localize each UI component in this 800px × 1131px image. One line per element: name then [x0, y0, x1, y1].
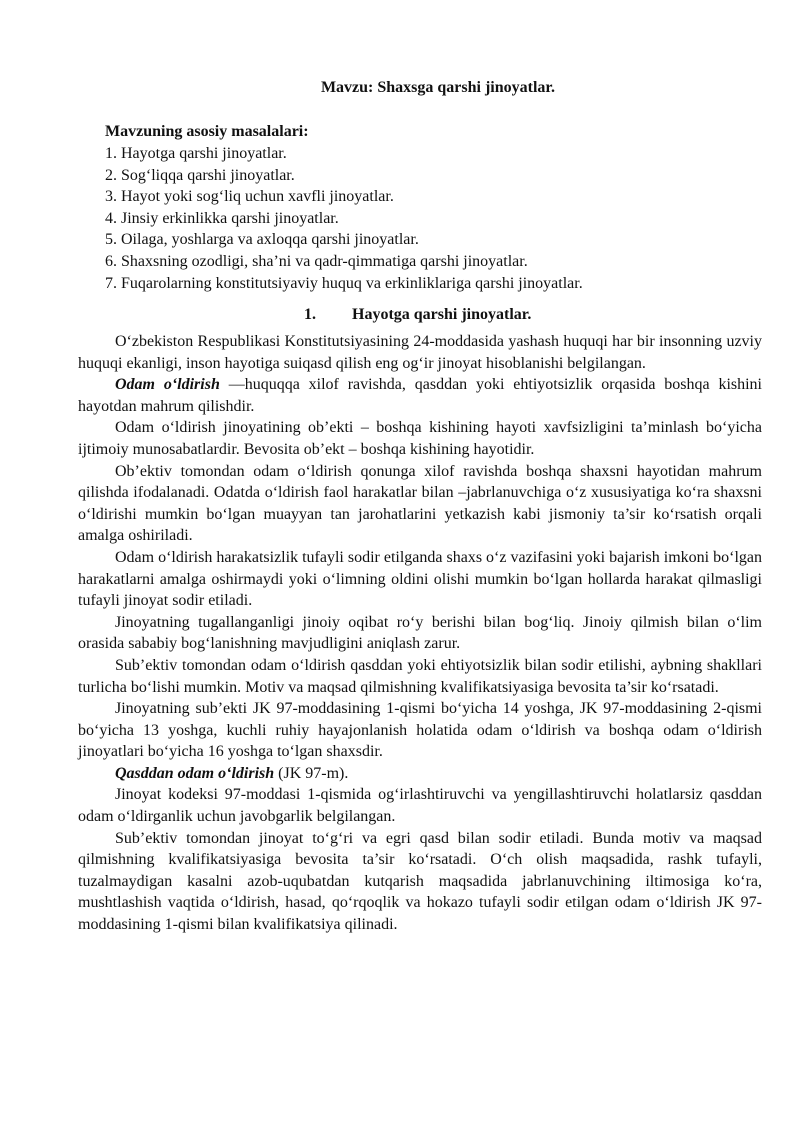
issues-list-item: 6. Shaxsning ozodligi, sha’ni va qadr-qimmatiga qarshi jinoyatlar. — [105, 252, 528, 270]
paragraph — [78, 374, 762, 417]
paragraph — [78, 763, 762, 785]
paragraph: Jinoyatning tugallanganligi jinoiy oqibat ro‘y berishi bilan bog‘liq. Jinoiy qilmish bilan o‘lim orasida sababiy bog‘lanishning mavjudligini aniqlash zarur. — [78, 613, 762, 653]
term-highlight: Qasddan odam o‘ldirish — [115, 764, 275, 782]
section-heading — [304, 304, 531, 325]
section-title: Hayotga qarshi jinoyatlar. — [352, 306, 532, 323]
issues-list-item: 7. Fuqarolarning konstitutsiyaviy huquq va erkinliklariga qarshi jinoyatlar. — [105, 274, 583, 292]
section-number: 1. — [304, 306, 316, 323]
paragraph: Odam o‘ldirish harakatsizlik tufayli sodir etilganda shaxs o‘z vazifasini yoki bajarish imkoni bo‘lgan harakatlarni amalga oshirmaydi yoki o‘limning oldini olishi mumkin bo‘lgan hollarda harakat qilmasligi tufayli jinoyat sodir etiladi. — [78, 548, 762, 610]
paragraph: Jinoyat kodeksi 97-moddasi 1-qismida og‘irlashtiruvchi va yengillashtiruvchi holatlarsiz qasddan odam o‘ldirganlik uchun javobgarlik belgilangan. — [78, 786, 762, 826]
paragraph: Odam o‘ldirish jinoyatining ob’ekti – boshqa kishining hayoti xavfsizligini ta’minlash bo‘yicha ijtimoiy munosabatlardir. Bevosita ob’ekt – boshqa kishining hayotidir. — [78, 419, 762, 458]
paragraph: O‘zbekiston Respublikasi Konstitutsiyasining 24-moddasida yashash huquqi har bir insonning uzviy huquqi ekanligi, inson hayotiga suiqasd qilish eng og‘ir jinoyat hisoblanishi belgilangan. — [78, 333, 762, 372]
issues-heading: Mavzuning asosiy masalalari: — [105, 123, 309, 140]
issues-list-item: 1. Hayotga qarshi jinoyatlar. — [105, 145, 287, 162]
document-title: Mavzu: Shaxsga qarshi jinoyatlar. — [320, 79, 556, 96]
issues-list — [105, 143, 583, 294]
issues-list-item: 3. Hayot yoki sog‘liq uchun xavfli jinoyatlar. — [105, 188, 394, 206]
term-highlight: Odam o‘ldirish — [115, 376, 220, 394]
paragraph-text: (JK 97-m). — [274, 764, 349, 782]
issues-list-item: 2. Sog‘liqqa qarshi jinoyatlar. — [105, 166, 295, 184]
paragraph: Sub’ektiv tomondan jinoyat to‘g‘ri va egri qasd bilan sodir etiladi. Bunda motiv va maqsad qilmishning kvalifikatsiyasiga bevosita ta’sir ko‘rsatadi. O‘ch olish maqsadida, rashk tufayli, tuzalmaydigan kasalni azob-uqubatdan kutqarish maqsadida jabrlanuvchining iltimosiga ko‘ra, mushtlashish vaqtida o‘ldirish, hasad, qo‘rqoqlik va hokazo tufayli sodir etilgan odam o‘ldirish JK 97-moddasining 1-qismi bilan kvalifikatsiya qilinadi. — [78, 829, 762, 934]
issues-list-item: 5. Oilaga, yoshlarga va axloqqa qarshi jinoyatlar. — [105, 231, 419, 249]
body-text — [78, 331, 762, 936]
paragraph: Jinoyatning sub’ekti JK 97-moddasining 1-qismi bo‘yicha 14 yoshga, JK 97-moddasining 2-qismi bo‘yicha 13 yoshga, kuchli ruhiy hayajonlanish holatida odam o‘ldirish va boshqa odam o‘ldirish jinoyatlari bo‘yicha 16 yoshga to‘lgan shaxsdir. — [78, 700, 762, 761]
paragraph: Sub’ektiv tomondan odam o‘ldirish qasddan yoki ehtiyotsizlik bilan sodir etilishi, aybning shakllari turlicha bo‘lishi mumkin. Motiv va maqsad qilmishning kvalifikatsiyasiga bevosita ta’sir ko‘rsatadi. — [78, 656, 762, 696]
paragraph-text: —huquqqa xilof ravishda, qasddan yoki ehtiyotsizlik orqasida boshqa kishini hayotdan mahrum qilishdir. — [78, 376, 763, 415]
issues-list-item: 4. Jinsiy erkinlikka qarshi jinoyatlar. — [105, 209, 339, 227]
paragraph: Ob’ektiv tomondan odam o‘ldirish qonunga xilof ravishda boshqa shaxsni hayotidan mahrum qilishda ifodalanadi. Odatda o‘ldirish faol harakatlar bilan –jabrlanuvchiga o‘z xususiyatiga ko‘ra shaxsni o‘ldirishi mumkin bo‘lgan muayyan tan jarohatlarini yetkazish kabi jismoniy ta’sir ko‘rsatish orqali amalga oshiriladi. — [78, 462, 762, 545]
